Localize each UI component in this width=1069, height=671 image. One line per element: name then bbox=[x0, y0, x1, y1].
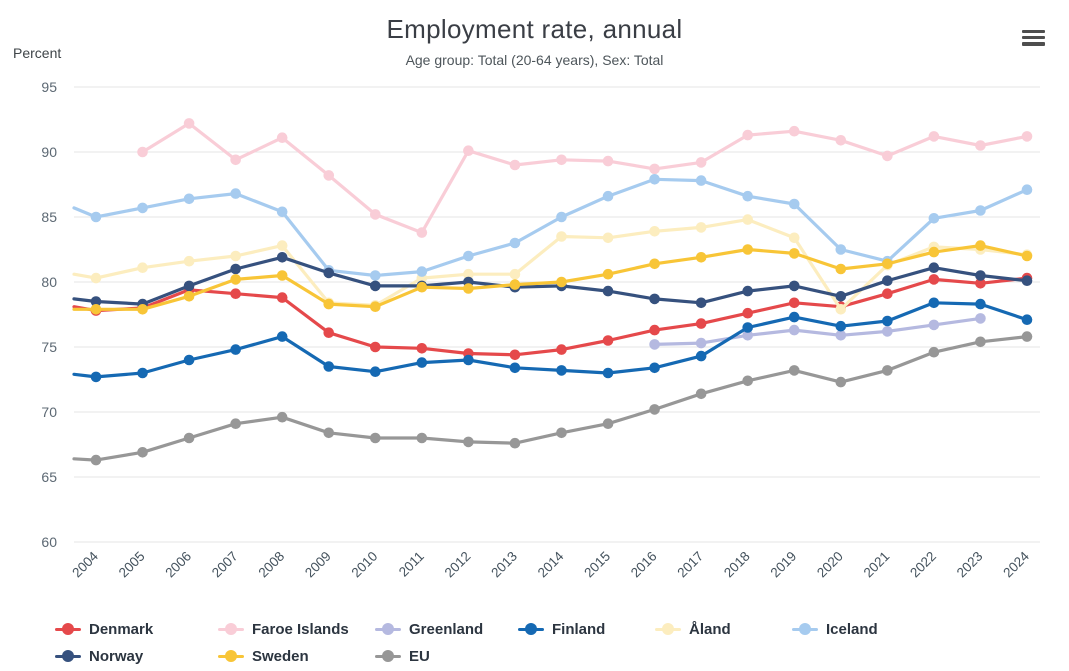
data-point-aland-2007 bbox=[230, 251, 241, 262]
data-point-greenland-2016 bbox=[649, 339, 660, 350]
gridlines bbox=[74, 87, 1040, 542]
data-point-finland-2023 bbox=[975, 299, 986, 310]
data-point-sweden-2005 bbox=[137, 304, 148, 315]
legend-label: Denmark bbox=[89, 620, 154, 638]
data-point-eu-2021 bbox=[882, 365, 893, 376]
data-point-finland-2009 bbox=[323, 361, 334, 372]
data-point-eu-2019 bbox=[789, 365, 800, 376]
data-point-faroe-islands-2022 bbox=[929, 131, 940, 142]
data-point-faroe-islands-2021 bbox=[882, 151, 893, 162]
legend-item-norway[interactable] bbox=[55, 645, 143, 667]
data-point-denmark-2018 bbox=[742, 308, 753, 319]
data-point-iceland-2016 bbox=[649, 174, 660, 185]
data-point-norway-2023 bbox=[975, 270, 986, 281]
data-point-finland-2004 bbox=[91, 372, 102, 383]
legend-item-eu[interactable] bbox=[375, 645, 430, 667]
x-axis-label: 2024 bbox=[1000, 548, 1033, 581]
data-point-finland-2022 bbox=[929, 298, 940, 309]
legend-label: EU bbox=[409, 647, 430, 665]
data-point-finland-2014 bbox=[556, 365, 567, 376]
x-axis-label: 2015 bbox=[581, 548, 614, 581]
data-point-iceland-2018 bbox=[742, 191, 753, 202]
data-point-norway-2016 bbox=[649, 294, 660, 305]
data-point-eu-2016 bbox=[649, 404, 660, 415]
x-axis-label: 2022 bbox=[907, 548, 940, 581]
data-point-norway-2006 bbox=[184, 281, 195, 292]
data-point-aland-2016 bbox=[649, 226, 660, 237]
data-point-greenland-2019 bbox=[789, 325, 800, 336]
legend-marker-dot bbox=[225, 623, 237, 635]
legend-label: Greenland bbox=[409, 620, 484, 638]
legend-label: Åland bbox=[689, 620, 731, 638]
data-point-finland-2024 bbox=[1022, 314, 1033, 325]
data-point-faroe-islands-2011 bbox=[417, 227, 428, 238]
data-point-finland-2018 bbox=[742, 322, 753, 333]
data-point-iceland-2024 bbox=[1022, 184, 1033, 195]
x-axis-label: 2006 bbox=[162, 548, 195, 581]
legend-marker-icon bbox=[375, 650, 401, 662]
y-axis-label: 70 bbox=[41, 404, 57, 420]
legend-marker-icon bbox=[218, 623, 244, 635]
legend-marker-dot bbox=[525, 623, 537, 635]
data-point-eu-2013 bbox=[510, 438, 521, 449]
data-point-finland-2017 bbox=[696, 351, 707, 362]
data-point-denmark-2008 bbox=[277, 292, 288, 303]
data-point-faroe-islands-2019 bbox=[789, 126, 800, 137]
legend-marker-icon bbox=[792, 623, 818, 635]
data-point-aland-2013 bbox=[510, 269, 521, 280]
data-point-faroe-islands-2006 bbox=[184, 118, 195, 129]
data-point-iceland-2017 bbox=[696, 175, 707, 186]
legend-marker-dot bbox=[799, 623, 811, 635]
x-axis-label: 2014 bbox=[534, 548, 567, 581]
x-axis-label: 2005 bbox=[115, 548, 148, 581]
data-point-faroe-islands-2014 bbox=[556, 155, 567, 166]
legend-item-faroe-islands[interactable] bbox=[218, 618, 349, 640]
y-axis-label: 75 bbox=[41, 339, 57, 355]
x-axis-label: 2007 bbox=[208, 548, 241, 581]
legend-item-aland[interactable] bbox=[655, 618, 731, 640]
data-point-denmark-2017 bbox=[696, 318, 707, 329]
data-point-eu-2005 bbox=[137, 447, 148, 458]
data-point-aland-2008 bbox=[277, 240, 288, 251]
data-point-sweden-2010 bbox=[370, 301, 381, 312]
data-point-eu-2007 bbox=[230, 418, 241, 429]
data-point-sweden-2022 bbox=[929, 247, 940, 258]
data-point-faroe-islands-2023 bbox=[975, 140, 986, 151]
data-point-faroe-islands-2020 bbox=[836, 135, 847, 146]
data-point-aland-2005 bbox=[137, 262, 148, 273]
x-axis-label: 2023 bbox=[953, 548, 986, 581]
data-point-norway-2017 bbox=[696, 298, 707, 309]
data-point-sweden-2014 bbox=[556, 277, 567, 288]
data-point-finland-2010 bbox=[370, 366, 381, 377]
data-point-denmark-2022 bbox=[929, 274, 940, 285]
legend-marker-icon bbox=[55, 623, 81, 635]
x-axis-label: 2009 bbox=[302, 548, 334, 581]
data-point-finland-2007 bbox=[230, 344, 241, 355]
legend-label: Iceland bbox=[826, 620, 878, 638]
data-point-finland-2012 bbox=[463, 355, 474, 366]
legend-item-greenland[interactable] bbox=[375, 618, 483, 640]
chart-subtitle: Age group: Total (20-64 years), Sex: Total bbox=[405, 52, 664, 68]
legend-marker-icon bbox=[375, 623, 401, 635]
data-point-sweden-2024 bbox=[1022, 251, 1033, 262]
data-point-sweden-2018 bbox=[742, 244, 753, 255]
data-point-finland-2015 bbox=[603, 368, 614, 379]
data-point-denmark-2021 bbox=[882, 288, 893, 299]
data-point-greenland-2021 bbox=[882, 326, 893, 337]
data-point-faroe-islands-2016 bbox=[649, 164, 660, 175]
data-point-norway-2018 bbox=[742, 286, 753, 297]
data-point-iceland-2011 bbox=[417, 266, 428, 277]
legend-marker-icon bbox=[55, 650, 81, 662]
data-point-eu-2006 bbox=[184, 433, 195, 444]
y-axis-labels bbox=[41, 79, 57, 550]
legend-label: Norway bbox=[89, 647, 144, 665]
data-point-eu-2010 bbox=[370, 433, 381, 444]
data-point-sweden-2023 bbox=[975, 240, 986, 251]
data-point-eu-2008 bbox=[277, 412, 288, 423]
legend-label: Finland bbox=[552, 620, 606, 638]
data-point-faroe-islands-2018 bbox=[742, 130, 753, 141]
data-point-faroe-islands-2009 bbox=[323, 170, 334, 181]
data-point-iceland-2007 bbox=[230, 188, 241, 199]
data-point-faroe-islands-2012 bbox=[463, 145, 474, 156]
y-axis-label: 80 bbox=[41, 274, 57, 290]
data-point-iceland-2004 bbox=[91, 212, 102, 223]
data-point-finland-2016 bbox=[649, 363, 660, 374]
x-axis-labels bbox=[69, 548, 1032, 580]
data-point-finland-2011 bbox=[417, 357, 428, 368]
x-axis-label: 2008 bbox=[255, 548, 288, 581]
x-axis-label: 2011 bbox=[395, 548, 427, 580]
legend-item-sweden[interactable] bbox=[218, 645, 309, 667]
legend-item-iceland[interactable] bbox=[792, 618, 878, 640]
legend-marker-dot bbox=[382, 650, 394, 662]
data-point-greenland-2022 bbox=[929, 320, 940, 331]
data-point-faroe-islands-2010 bbox=[370, 209, 381, 220]
data-point-denmark-2007 bbox=[230, 288, 241, 299]
data-point-greenland-2017 bbox=[696, 338, 707, 349]
y-axis-label: 85 bbox=[41, 209, 57, 225]
data-point-iceland-2023 bbox=[975, 205, 986, 216]
data-point-denmark-2010 bbox=[370, 342, 381, 353]
data-point-sweden-2015 bbox=[603, 269, 614, 280]
data-point-norway-2007 bbox=[230, 264, 241, 275]
data-point-aland-2014 bbox=[556, 231, 567, 242]
x-axis-label: 2021 bbox=[860, 548, 893, 581]
data-point-aland-2017 bbox=[696, 222, 707, 233]
data-point-greenland-2023 bbox=[975, 313, 986, 324]
data-point-denmark-2013 bbox=[510, 350, 521, 361]
data-point-sweden-2016 bbox=[649, 259, 660, 270]
data-point-faroe-islands-2007 bbox=[230, 155, 241, 166]
data-point-sweden-2021 bbox=[882, 259, 893, 270]
data-point-eu-2011 bbox=[417, 433, 428, 444]
legend-item-finland[interactable] bbox=[518, 618, 605, 640]
legend-label: Faroe Islands bbox=[252, 620, 349, 638]
x-axis-label: 2016 bbox=[627, 548, 660, 581]
data-point-denmark-2014 bbox=[556, 344, 567, 355]
data-point-finland-2005 bbox=[137, 368, 148, 379]
x-axis-label: 2004 bbox=[69, 548, 102, 581]
data-point-norway-2024 bbox=[1022, 275, 1033, 286]
data-point-iceland-2019 bbox=[789, 199, 800, 210]
legend-label: Sweden bbox=[252, 647, 309, 665]
data-point-sweden-2006 bbox=[184, 291, 195, 302]
legend-marker-icon bbox=[218, 650, 244, 662]
y-axis-label: 60 bbox=[41, 534, 57, 550]
data-point-iceland-2015 bbox=[603, 191, 614, 202]
data-point-iceland-2012 bbox=[463, 251, 474, 262]
data-point-iceland-2006 bbox=[184, 194, 195, 205]
data-point-eu-2023 bbox=[975, 337, 986, 348]
data-point-faroe-islands-2017 bbox=[696, 157, 707, 168]
x-axis-label: 2020 bbox=[814, 548, 846, 581]
y-axis-label: 65 bbox=[41, 469, 57, 485]
legend-marker-dot bbox=[662, 623, 674, 635]
data-point-iceland-2013 bbox=[510, 238, 521, 249]
data-point-sweden-2011 bbox=[417, 282, 428, 293]
data-point-sweden-2008 bbox=[277, 270, 288, 281]
legend-marker-dot bbox=[382, 623, 394, 635]
data-point-iceland-2008 bbox=[277, 207, 288, 218]
data-point-eu-2015 bbox=[603, 418, 614, 429]
data-point-sweden-2019 bbox=[789, 248, 800, 259]
data-point-aland-2006 bbox=[184, 256, 195, 267]
data-point-eu-2009 bbox=[323, 428, 334, 439]
series-faroe-islands bbox=[137, 118, 1032, 238]
data-point-norway-2021 bbox=[882, 275, 893, 286]
y-axis-label: 90 bbox=[41, 144, 57, 160]
data-point-norway-2008 bbox=[277, 252, 288, 263]
data-point-faroe-islands-2015 bbox=[603, 156, 614, 167]
data-point-sweden-2013 bbox=[510, 279, 521, 290]
x-axis-label: 2013 bbox=[488, 548, 521, 581]
data-point-eu-2022 bbox=[929, 347, 940, 358]
data-point-faroe-islands-2008 bbox=[277, 132, 288, 143]
x-axis-label: 2018 bbox=[720, 548, 753, 581]
data-point-eu-2024 bbox=[1022, 331, 1033, 342]
series-line-faroe-islands bbox=[143, 123, 1027, 232]
data-point-finland-2019 bbox=[789, 312, 800, 323]
y-axis-label: 95 bbox=[41, 79, 57, 95]
legend-marker-icon bbox=[655, 623, 681, 635]
data-point-eu-2018 bbox=[742, 376, 753, 387]
data-point-sweden-2007 bbox=[230, 274, 241, 285]
data-point-iceland-2010 bbox=[370, 270, 381, 281]
data-point-aland-2015 bbox=[603, 233, 614, 244]
data-point-sweden-2012 bbox=[463, 283, 474, 294]
data-point-iceland-2022 bbox=[929, 213, 940, 224]
x-axis-label: 2017 bbox=[674, 548, 707, 581]
legend bbox=[0, 618, 1069, 671]
legend-marker-icon bbox=[518, 623, 544, 635]
data-point-eu-2020 bbox=[836, 377, 847, 388]
y-axis-title: Percent bbox=[13, 45, 62, 61]
data-point-finland-2021 bbox=[882, 316, 893, 327]
x-axis-label: 2012 bbox=[441, 548, 474, 581]
data-point-finland-2006 bbox=[184, 355, 195, 366]
chart-title: Employment rate, annual bbox=[386, 14, 683, 44]
data-point-greenland-2020 bbox=[836, 330, 847, 341]
data-point-iceland-2020 bbox=[836, 244, 847, 255]
data-point-eu-2012 bbox=[463, 437, 474, 448]
data-point-aland-2018 bbox=[742, 214, 753, 225]
data-point-denmark-2015 bbox=[603, 335, 614, 346]
data-point-norway-2019 bbox=[789, 281, 800, 292]
data-point-norway-2022 bbox=[929, 262, 940, 273]
data-point-norway-2009 bbox=[323, 268, 334, 279]
data-point-sweden-2017 bbox=[696, 252, 707, 263]
legend-item-denmark[interactable] bbox=[55, 618, 153, 640]
data-point-aland-2019 bbox=[789, 233, 800, 244]
legend-marker-dot bbox=[62, 650, 74, 662]
legend-marker-dot bbox=[225, 650, 237, 662]
data-point-aland-2004 bbox=[91, 273, 102, 284]
data-point-eu-2014 bbox=[556, 428, 567, 439]
data-point-faroe-islands-2024 bbox=[1022, 131, 1033, 142]
data-point-sweden-2004 bbox=[91, 304, 102, 315]
data-point-aland-2020 bbox=[836, 304, 847, 315]
data-point-norway-2020 bbox=[836, 291, 847, 302]
data-point-faroe-islands-2013 bbox=[510, 160, 521, 171]
data-point-finland-2008 bbox=[277, 331, 288, 342]
series-line-finland bbox=[74, 303, 1027, 377]
data-point-norway-2010 bbox=[370, 281, 381, 292]
data-point-sweden-2020 bbox=[836, 264, 847, 275]
x-axis-label: 2010 bbox=[348, 548, 381, 581]
data-point-denmark-2016 bbox=[649, 325, 660, 336]
data-point-denmark-2019 bbox=[789, 298, 800, 309]
data-point-finland-2020 bbox=[836, 321, 847, 332]
legend-marker-dot bbox=[62, 623, 74, 635]
data-point-eu-2004 bbox=[91, 455, 102, 466]
data-point-denmark-2011 bbox=[417, 343, 428, 354]
data-point-iceland-2014 bbox=[556, 212, 567, 223]
data-point-finland-2013 bbox=[510, 363, 521, 374]
data-point-faroe-islands-2005 bbox=[137, 147, 148, 158]
data-point-norway-2015 bbox=[603, 286, 614, 297]
x-axis-label: 2019 bbox=[767, 548, 800, 581]
data-point-denmark-2009 bbox=[323, 327, 334, 338]
data-point-iceland-2005 bbox=[137, 203, 148, 214]
data-point-eu-2017 bbox=[696, 389, 707, 400]
data-point-sweden-2009 bbox=[323, 299, 334, 310]
